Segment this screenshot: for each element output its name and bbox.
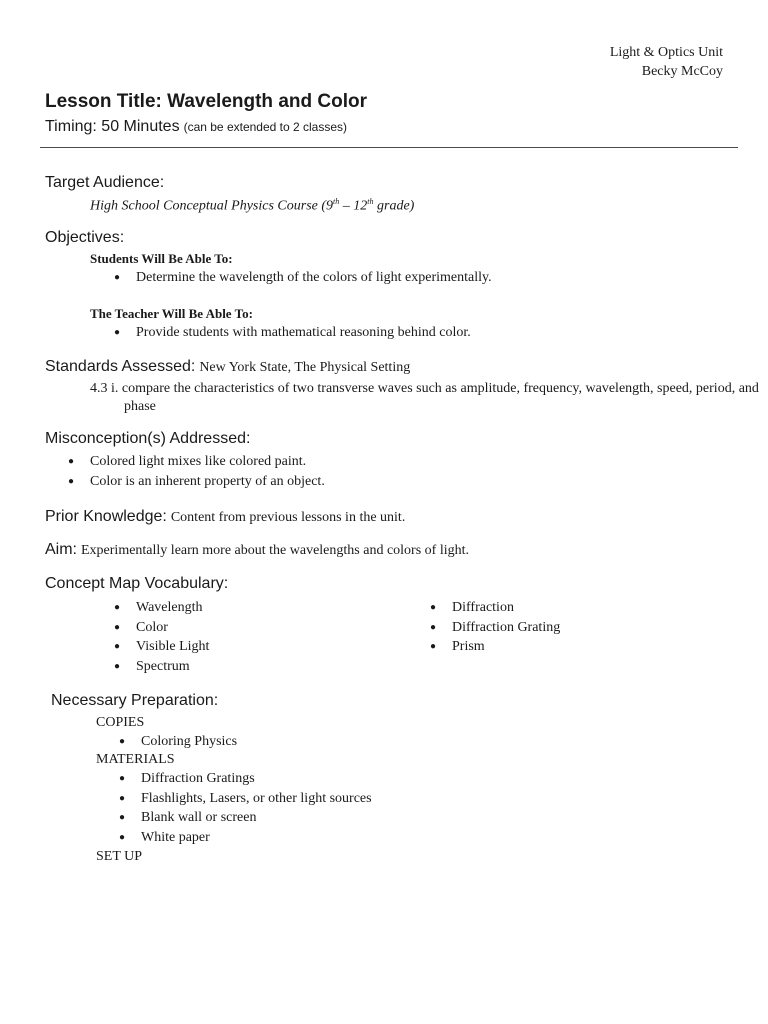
list-item-text: Colored light mixes like colored paint. xyxy=(90,454,307,469)
bullet-icon: ● xyxy=(119,736,126,747)
timing-line xyxy=(45,118,347,136)
list-item xyxy=(114,618,209,638)
list-item xyxy=(119,789,372,809)
prior-knowledge-line xyxy=(45,508,405,526)
list-item xyxy=(68,452,325,472)
lesson-title: Lesson Title: Wavelength and Color xyxy=(45,91,367,112)
audience-sup-2: th xyxy=(367,197,374,206)
vocabulary-list-left xyxy=(114,598,210,677)
list-item xyxy=(114,657,209,677)
list-item-text: Color xyxy=(136,619,168,635)
audience-text-start: High School Conceptual Physics Course (9 xyxy=(90,198,334,214)
bullet-icon: ● xyxy=(119,812,126,824)
bullet-icon: ● xyxy=(119,773,126,784)
bullet-icon: ● xyxy=(114,661,121,673)
copies-label: COPIES xyxy=(96,715,145,730)
list-item-text: Determine the wavelength of the colors of light experimentally. xyxy=(136,270,492,285)
materials-label: MATERIALS xyxy=(96,752,175,767)
list-item-text: Visible Light xyxy=(136,639,210,655)
unit-name: Light & Optics Unit xyxy=(609,45,723,60)
misconceptions-list xyxy=(68,452,325,491)
audience-text-mid: – 12 xyxy=(339,198,368,214)
list-item xyxy=(430,598,560,618)
setup-label: SET UP xyxy=(96,849,143,864)
prior-knowledge-value: Content from previous lessons in the unit. xyxy=(170,510,406,525)
list-item xyxy=(119,769,372,789)
list-item xyxy=(114,598,209,618)
list-item-text: Diffraction Gratings xyxy=(141,771,255,786)
timing-note: (can be extended to 2 classes) xyxy=(183,120,348,134)
list-item-text: Color is an inherent property of an object. xyxy=(90,473,325,489)
list-item-text: Provide students with mathematical reasoning behind color. xyxy=(136,325,471,340)
aim-value: Experimentally learn more about the wavelengths and colors of light. xyxy=(81,543,469,558)
list-item xyxy=(114,637,210,657)
bullet-icon: ● xyxy=(119,832,126,844)
vocabulary-list-right xyxy=(430,598,561,657)
list-item xyxy=(430,637,560,657)
teacher-heading: The Teacher Will Be Able To: xyxy=(90,306,253,321)
bullet-icon: ● xyxy=(119,792,126,804)
bullet-icon: ● xyxy=(114,602,121,613)
list-item-text: Wavelength xyxy=(136,600,203,615)
list-item-text: Coloring Physics xyxy=(141,734,238,749)
target-audience-heading: Target Audience: xyxy=(45,174,165,191)
bullet-icon: ● xyxy=(430,641,437,653)
bullet-icon: ● xyxy=(114,327,121,338)
list-item-text: Diffraction xyxy=(452,600,514,615)
materials-list xyxy=(119,769,372,848)
list-item-text: Flashlights, Lasers, or other light sources xyxy=(141,790,372,806)
bullet-icon: ● xyxy=(114,641,121,653)
timing-label: Timing: 50 Minutes xyxy=(45,118,180,135)
misconceptions-heading: Misconception(s) Addressed: xyxy=(45,430,251,447)
standards-heading: Standards Assessed: xyxy=(45,358,196,375)
list-item-text: Diffraction Grating xyxy=(452,619,561,635)
bullet-icon: ● xyxy=(68,456,75,467)
list-item xyxy=(114,323,471,343)
aim-line xyxy=(45,541,469,559)
prior-knowledge-heading: Prior Knowledge: xyxy=(45,508,167,525)
teacher-objectives-list xyxy=(114,323,471,343)
list-item xyxy=(68,472,325,492)
copies-list xyxy=(119,732,238,752)
standards-line xyxy=(45,358,410,376)
bullet-icon: ● xyxy=(114,272,121,283)
preparation-heading: Necessary Preparation: xyxy=(51,692,219,709)
list-item xyxy=(430,618,561,638)
aim-heading: Aim: xyxy=(45,541,77,558)
bullet-icon: ● xyxy=(68,475,75,487)
students-objectives-list xyxy=(114,268,492,288)
list-item-text: Prism xyxy=(452,639,485,655)
bullet-icon: ● xyxy=(430,602,437,613)
list-item xyxy=(119,732,238,752)
list-item-text: White paper xyxy=(141,830,210,846)
list-item xyxy=(119,808,372,828)
standards-detail: 4.3 i. compare the characteristics of two transverse waves such as amplitude, frequency, wavelength, speed, period, and phase xyxy=(90,381,759,414)
standards-value: New York State, The Physical Setting xyxy=(199,360,411,375)
list-item xyxy=(114,268,492,288)
audience-sup-1: th xyxy=(333,197,340,206)
audience-text-end: grade) xyxy=(373,198,415,214)
students-heading: Students Will Be Able To: xyxy=(90,251,233,266)
bullet-icon: ● xyxy=(114,621,121,633)
target-audience-text xyxy=(90,197,414,215)
author-name: Becky McCoy xyxy=(641,64,723,79)
objectives-heading: Objectives: xyxy=(45,229,125,246)
list-item-text: Spectrum xyxy=(136,659,190,675)
bullet-icon: ● xyxy=(430,621,437,633)
list-item xyxy=(119,828,372,848)
list-item-text: Blank wall or screen xyxy=(141,810,257,826)
vocabulary-heading: Concept Map Vocabulary: xyxy=(45,575,229,592)
title-divider xyxy=(40,147,738,148)
